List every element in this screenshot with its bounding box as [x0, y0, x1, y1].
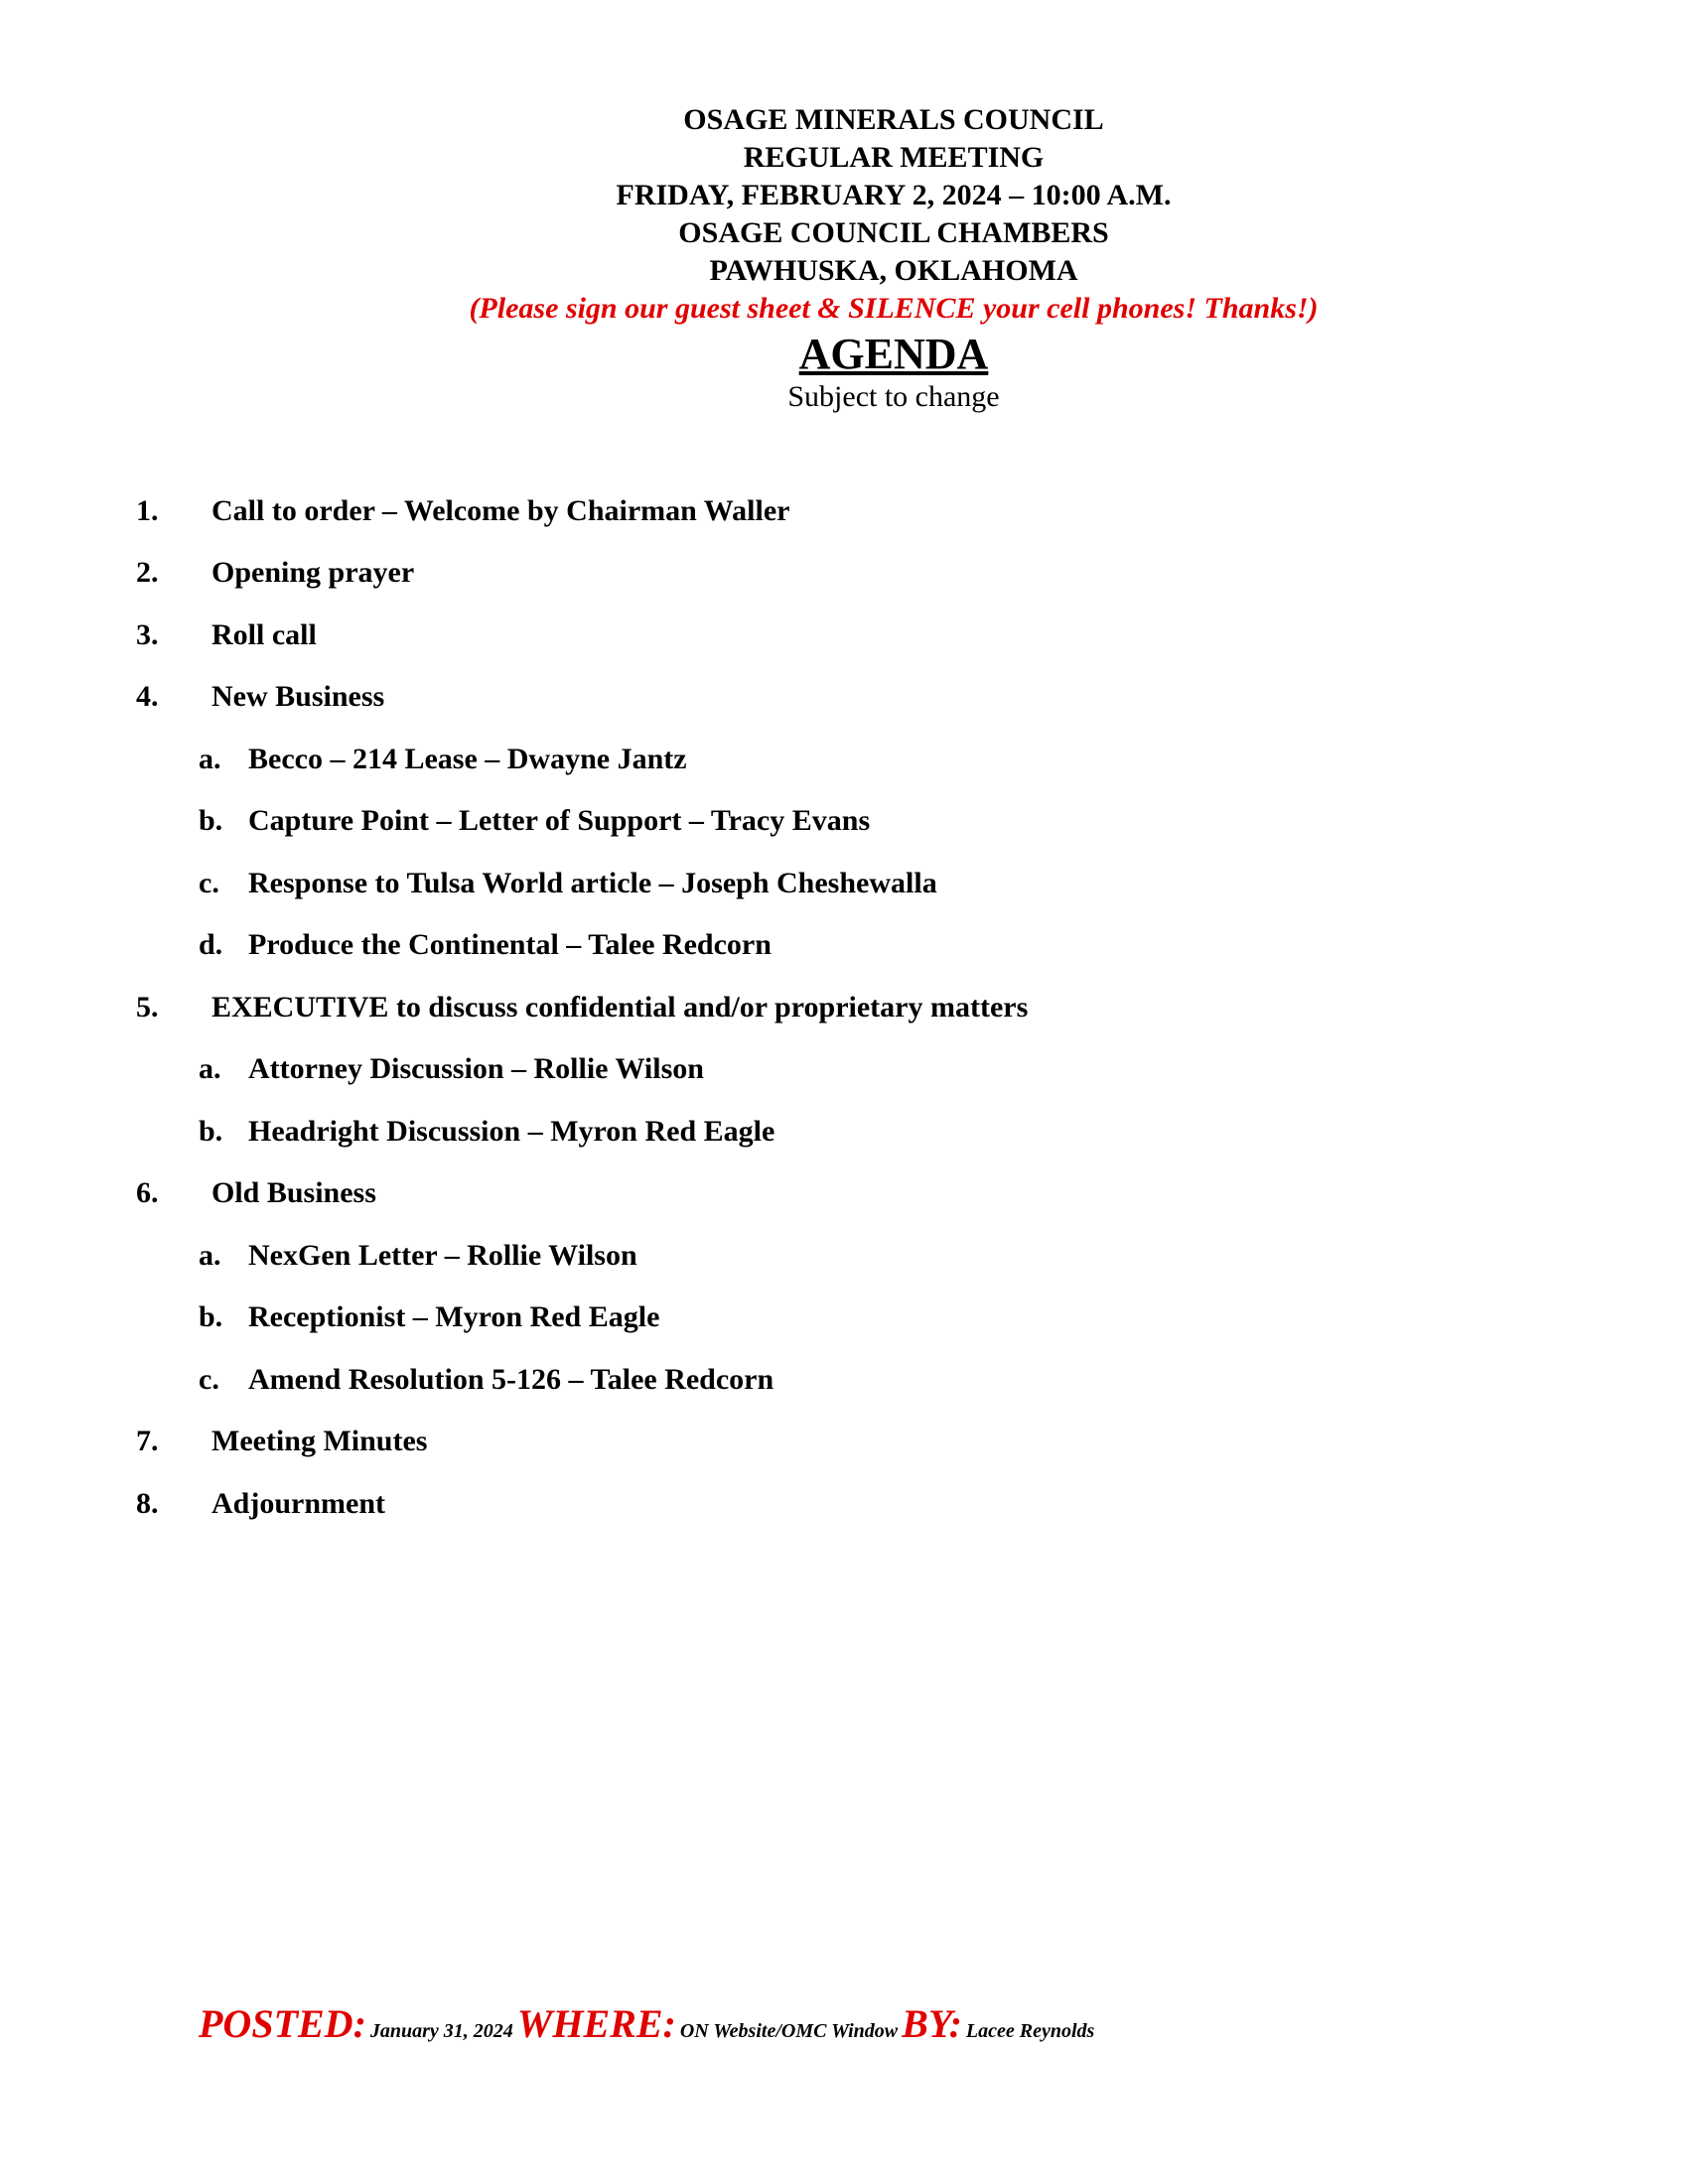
page-subtitle: Subject to change [787, 380, 1000, 413]
page-title: AGENDA [798, 330, 989, 378]
guest-notice: (Please sign our guest sheet & SILENCE your cell phones! Thanks!) [469, 292, 1319, 325]
meeting-date-time: FRIDAY, FEBRUARY 2, 2024 – 10:00 A.M. [616, 179, 1172, 211]
subitem-letter: b. [199, 804, 223, 837]
subitem-letter: a. [199, 1239, 221, 1272]
meeting-city: PAWHUSKA, OKLAHOMA [709, 254, 1078, 287]
subitem-letter: a. [199, 743, 221, 775]
item-text: EXECUTIVE to discuss confidential and/or proprietary matters [211, 991, 1029, 1024]
posting-footer [199, 2000, 1094, 2047]
meeting-location: OSAGE COUNCIL CHAMBERS [678, 216, 1109, 249]
council-name: OSAGE MINERALS COUNCIL [683, 103, 1104, 136]
by-label: BY: [902, 2001, 962, 2046]
posted-date: January 31, 2024 [369, 2020, 513, 2042]
subitem-text: Becco – 214 Lease – Dwayne Jantz [248, 743, 687, 775]
item-text: Meeting Minutes [211, 1425, 428, 1457]
subitem-text: Receptionist – Myron Red Eagle [248, 1300, 660, 1333]
item-number: 8. [136, 1487, 159, 1520]
item-number: 4. [136, 680, 159, 713]
subitem-text: NexGen Letter – Rollie Wilson [248, 1239, 637, 1272]
subitem-text: Amend Resolution 5-126 – Talee Redcorn [248, 1363, 774, 1396]
subitem-text: Capture Point – Letter of Support – Tracy Evans [248, 804, 871, 837]
item-text: Opening prayer [211, 556, 415, 589]
item-text: Old Business [211, 1176, 376, 1209]
item-number: 6. [136, 1176, 159, 1209]
item-number: 2. [136, 556, 159, 589]
item-number: 1. [136, 494, 159, 527]
subitem-text: Attorney Discussion – Rollie Wilson [248, 1052, 704, 1085]
item-number: 7. [136, 1425, 159, 1457]
subitem-text: Headright Discussion – Myron Red Eagle [248, 1115, 775, 1148]
agenda-header [0, 101, 1688, 415]
item-text: Call to order – Welcome by Chairman Waller [211, 494, 790, 527]
where-value: ON Website/OMC Window [679, 2020, 899, 2042]
item-text: Adjournment [211, 1487, 386, 1520]
subitem-letter: c. [199, 867, 219, 899]
item-number: 5. [136, 991, 159, 1024]
posted-label: POSTED: [199, 2001, 366, 2046]
item-number: 3. [136, 618, 159, 651]
subitem-letter: c. [199, 1363, 219, 1396]
subitem-letter: a. [199, 1052, 221, 1085]
item-text: New Business [211, 680, 385, 713]
subitem-text: Response to Tulsa World article – Joseph Cheshewalla [248, 867, 937, 899]
subitem-letter: b. [199, 1300, 223, 1333]
subitem-text: Produce the Continental – Talee Redcorn [248, 928, 772, 961]
where-label: WHERE: [516, 2001, 676, 2046]
subitem-letter: b. [199, 1115, 223, 1148]
item-text: Roll call [211, 618, 317, 651]
subitem-letter: d. [199, 928, 223, 961]
meeting-type: REGULAR MEETING [743, 141, 1045, 174]
by-value: Lacee Reynolds [965, 2020, 1095, 2042]
